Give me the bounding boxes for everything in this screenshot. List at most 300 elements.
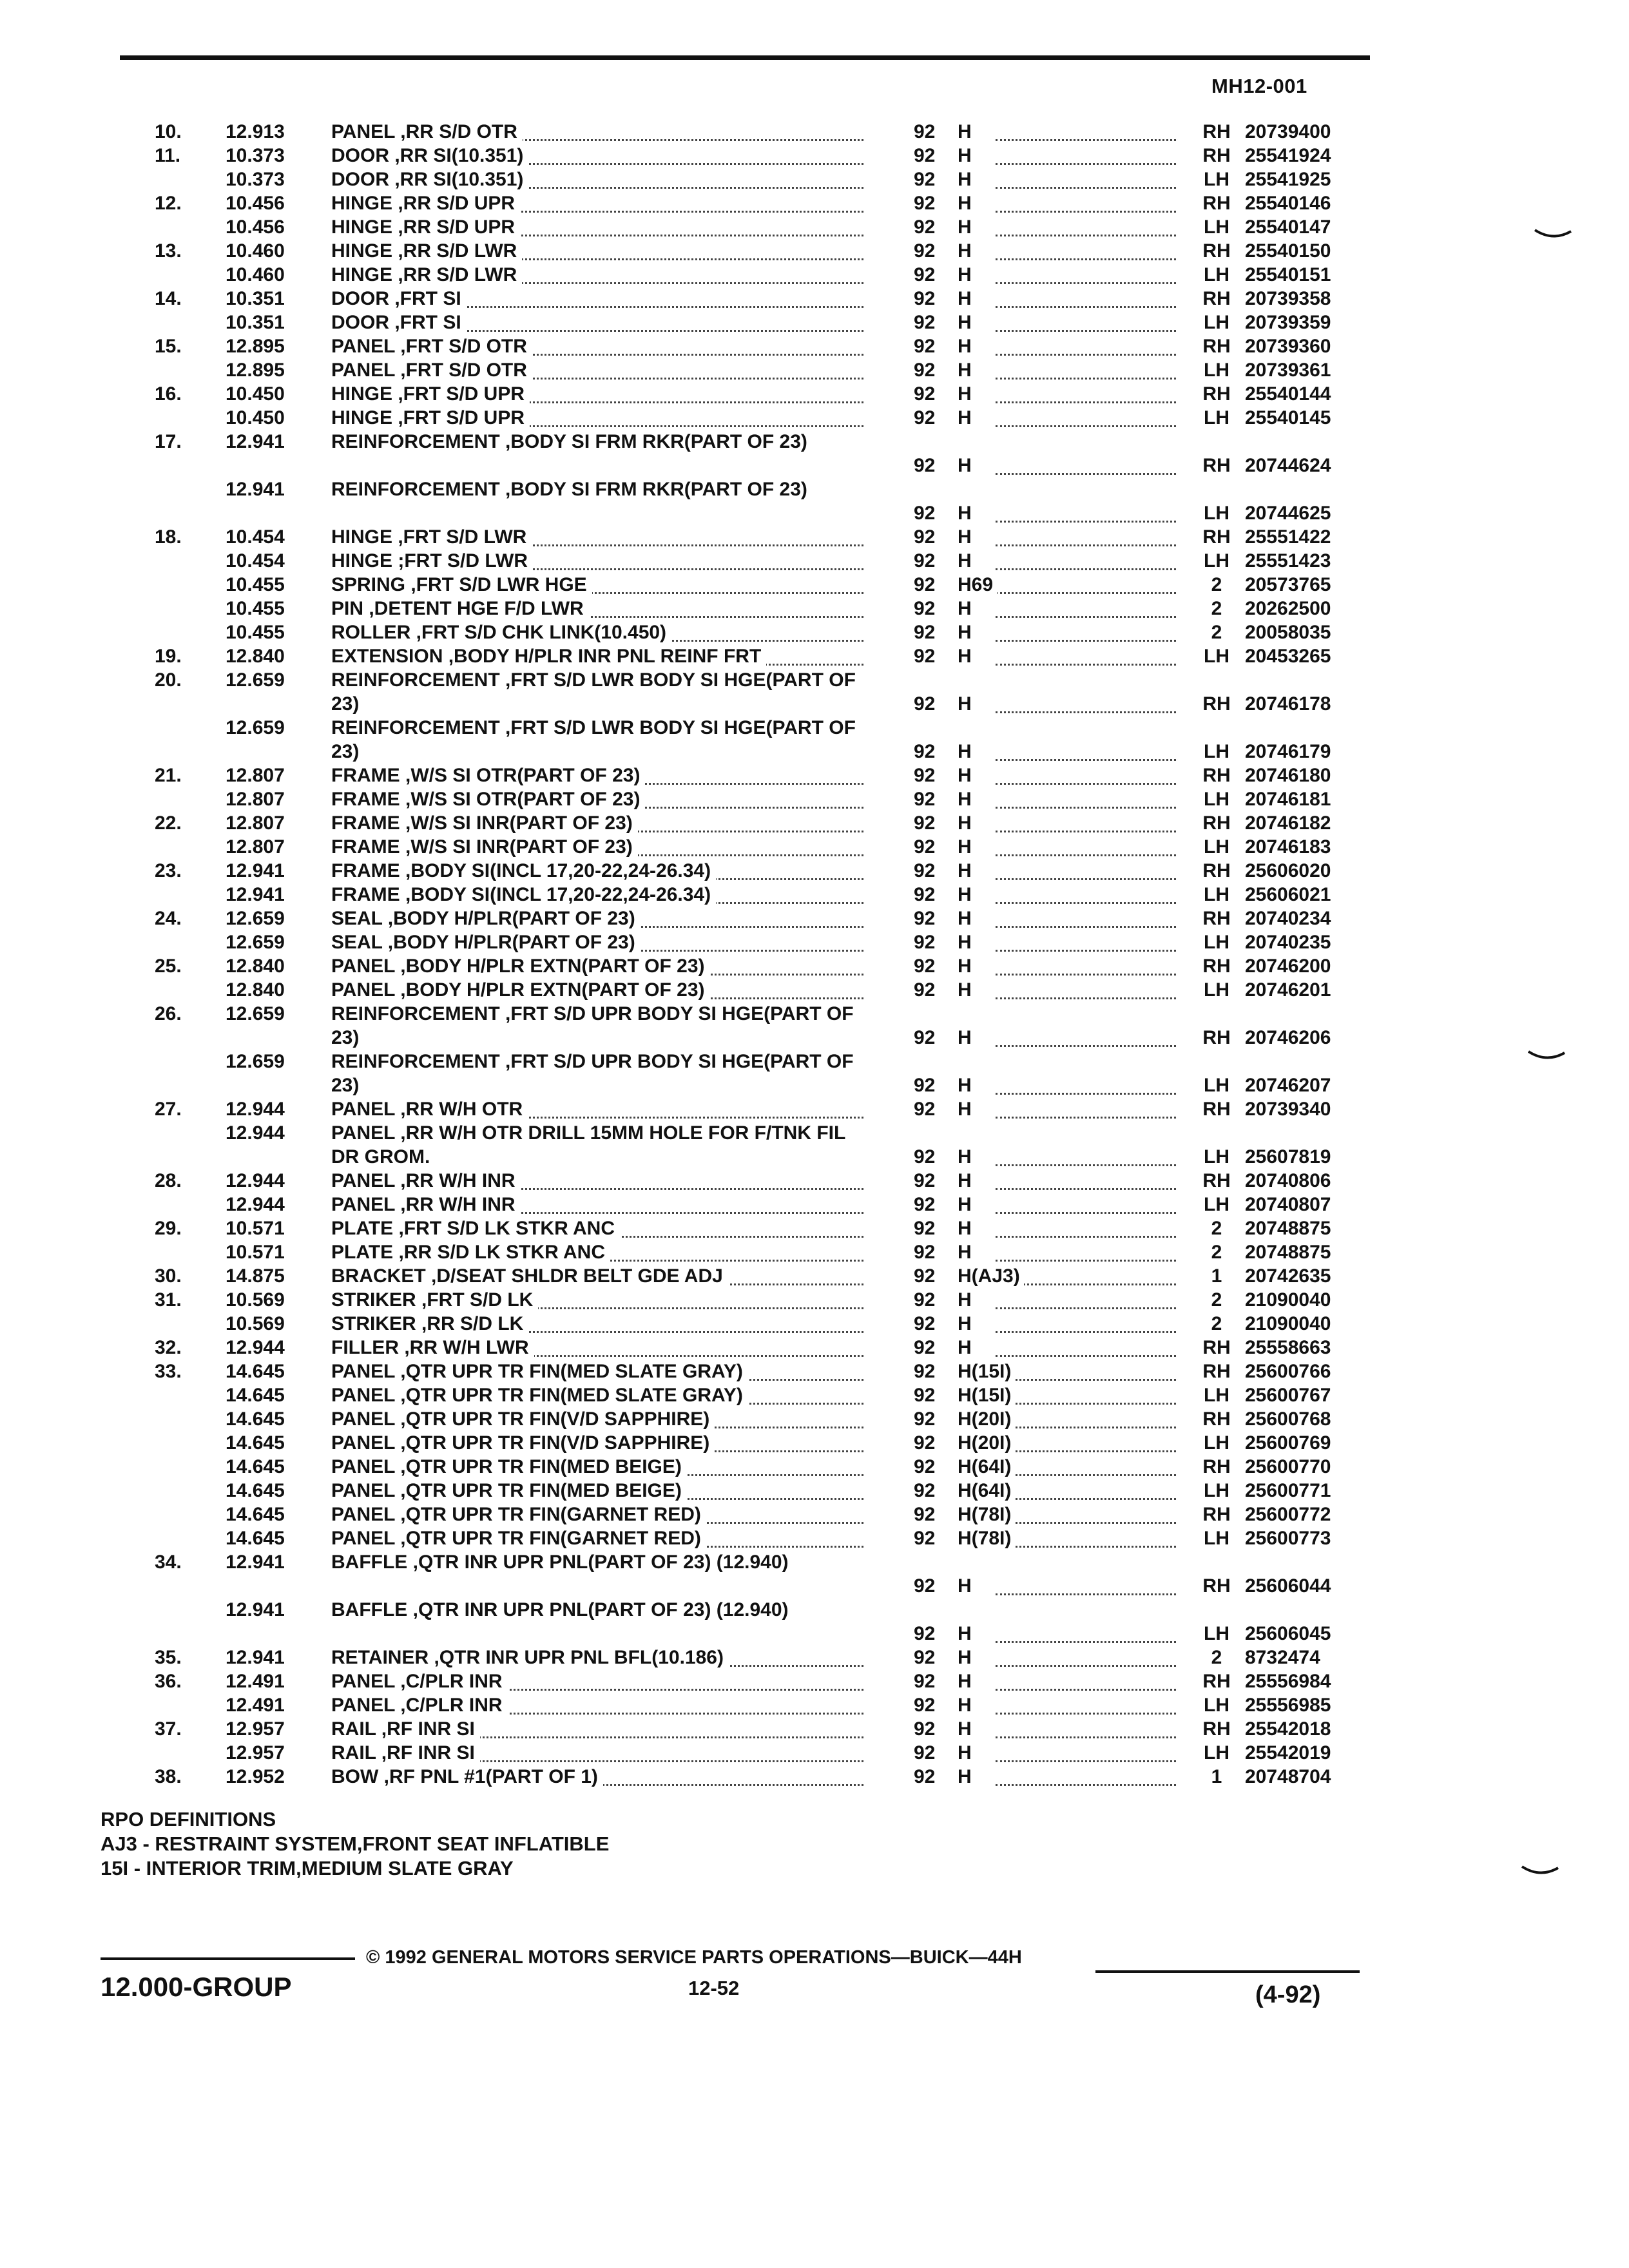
part-number: 25540146 — [1245, 193, 1331, 214]
part-description: ROLLER ,FRT S/D CHK LINK(10.450) — [331, 620, 860, 644]
model-year: 92 — [914, 741, 936, 762]
part-description: REINFORCEMENT ,FRT S/D UPR BODY SI HGE(PART OF 23) — [331, 1051, 854, 1096]
usage-code: H — [958, 1097, 1054, 1121]
part-number: 20746201 — [1245, 979, 1331, 1001]
model-year: 92 — [914, 1480, 936, 1501]
usage-code: H(64I) — [958, 1479, 1054, 1503]
usage-code: H — [958, 215, 1054, 239]
part-row — [0, 1598, 1629, 1646]
group-number: 12.941 — [226, 479, 285, 500]
part-number: 21090040 — [1245, 1289, 1331, 1311]
part-number: 25551422 — [1245, 526, 1331, 548]
quantity-side: RH — [1202, 1671, 1231, 1692]
item-number: 24. — [155, 908, 182, 929]
part-number: 25542018 — [1245, 1718, 1331, 1740]
part-number: 25600771 — [1245, 1480, 1331, 1501]
item-number: 27. — [155, 1099, 182, 1120]
part-row — [0, 1431, 1629, 1455]
part-number: 25558663 — [1245, 1337, 1331, 1358]
top-rule — [120, 55, 1370, 60]
part-number: 25556984 — [1245, 1671, 1331, 1692]
part-number: 21090040 — [1245, 1313, 1331, 1334]
group-number: 12.659 — [226, 908, 285, 929]
quantity-side: LH — [1204, 1742, 1229, 1763]
group-number: 12.807 — [226, 789, 285, 810]
part-row — [0, 1503, 1629, 1526]
quantity-side: RH — [1202, 693, 1231, 715]
part-description: HINGE ,FRT S/D UPR — [331, 382, 860, 406]
part-row — [0, 597, 1629, 620]
part-description: PANEL ,QTR UPR TR FIN(V/D SAPPHIRE) — [331, 1431, 860, 1455]
part-number: 20739340 — [1245, 1099, 1331, 1120]
quantity-side: RH — [1202, 1408, 1231, 1430]
group-number: 14.645 — [226, 1408, 285, 1430]
group-number: 10.373 — [226, 145, 285, 166]
part-number: 20739358 — [1245, 288, 1331, 309]
model-year: 92 — [914, 1718, 936, 1740]
model-year: 92 — [914, 765, 936, 786]
quantity-side: RH — [1202, 1575, 1231, 1597]
part-number: 25606044 — [1245, 1575, 1331, 1597]
model-year: 92 — [914, 1075, 936, 1096]
part-row — [0, 477, 1629, 525]
part-number: 25600766 — [1245, 1361, 1331, 1382]
group-number: 14.645 — [226, 1504, 285, 1525]
model-year: 92 — [914, 622, 936, 643]
quantity-side: RH — [1202, 240, 1231, 262]
part-number: 8732474 — [1245, 1647, 1320, 1668]
part-row — [0, 1097, 1629, 1121]
usage-code: H — [958, 1312, 1054, 1336]
part-row — [0, 1193, 1629, 1216]
part-number: 25540145 — [1245, 407, 1331, 428]
part-row — [0, 1407, 1629, 1431]
group-number: 12.807 — [226, 812, 285, 834]
part-row — [0, 835, 1629, 859]
model-year: 92 — [914, 121, 936, 142]
model-year: 92 — [914, 956, 936, 977]
usage-code: H — [958, 954, 1054, 978]
usage-code: H — [958, 263, 1054, 287]
model-year: 92 — [914, 1361, 936, 1382]
part-row — [0, 1121, 1629, 1169]
item-number: 12. — [155, 193, 182, 214]
part-description: PANEL ,RR S/D OTR — [331, 120, 860, 144]
quantity-side: RH — [1202, 1456, 1231, 1477]
quantity-side: LH — [1204, 407, 1229, 428]
part-number: 20739361 — [1245, 360, 1331, 381]
group-number: 10.351 — [226, 312, 285, 333]
item-number: 36. — [155, 1671, 182, 1692]
group-number: 12.944 — [226, 1337, 285, 1358]
part-number: 25607819 — [1245, 1146, 1331, 1168]
group-number: 12.941 — [226, 860, 285, 881]
part-description: SPRING ,FRT S/D LWR HGE — [331, 573, 860, 597]
usage-code: H — [958, 1717, 1054, 1741]
quantity-side: LH — [1204, 312, 1229, 333]
group-number: 12.944 — [226, 1170, 285, 1191]
quantity-side: LH — [1204, 264, 1229, 285]
parts-list — [0, 120, 1629, 1789]
item-number: 15. — [155, 336, 182, 357]
group-number: 14.645 — [226, 1385, 285, 1406]
part-row — [0, 263, 1629, 287]
part-row — [0, 573, 1629, 597]
part-number: 20739360 — [1245, 336, 1331, 357]
quantity-side: RH — [1202, 765, 1231, 786]
group-number: 12.840 — [226, 956, 285, 977]
model-year: 92 — [914, 1742, 936, 1763]
part-description: BAFFLE ,QTR INR UPR PNL(PART OF 23) (12.940) — [331, 1598, 860, 1622]
part-row — [0, 954, 1629, 978]
part-number: 20746200 — [1245, 956, 1331, 977]
model-year: 92 — [914, 1289, 936, 1311]
part-number: 20744624 — [1245, 455, 1331, 476]
usage-code: H — [958, 239, 1054, 263]
group-label: 12.000-GROUP — [101, 1972, 292, 2002]
model-year: 92 — [914, 1575, 936, 1597]
model-year: 92 — [914, 383, 936, 405]
part-description: STRIKER ,FRT S/D LK — [331, 1288, 860, 1312]
usage-code: H — [958, 1073, 1054, 1097]
model-year: 92 — [914, 574, 936, 595]
part-row — [0, 1669, 1629, 1693]
group-number: 12.944 — [226, 1099, 285, 1120]
usage-code: H — [958, 1193, 1054, 1216]
quantity-side: 2 — [1211, 1313, 1222, 1334]
usage-code: H — [958, 740, 1054, 764]
rpo-title: RPO DEFINITIONS — [101, 1808, 276, 1831]
part-description: PANEL ,RR W/H OTR — [331, 1097, 860, 1121]
part-row — [0, 525, 1629, 549]
part-number: 25540151 — [1245, 264, 1331, 285]
usage-code: H — [958, 501, 1054, 525]
usage-code: H — [958, 597, 1054, 620]
usage-code: H(15I) — [958, 1360, 1054, 1383]
item-number: 18. — [155, 526, 182, 548]
model-year: 92 — [914, 407, 936, 428]
group-number: 12.840 — [226, 979, 285, 1001]
group-number: 10.569 — [226, 1313, 285, 1334]
part-row — [0, 1002, 1629, 1050]
model-year: 92 — [914, 1337, 936, 1358]
page-id: MH12-001 — [1211, 75, 1307, 97]
group-number: 12.941 — [226, 431, 285, 452]
usage-code: H — [958, 883, 1054, 907]
model-year: 92 — [914, 216, 936, 238]
usage-code: H — [958, 358, 1054, 382]
quantity-side: RH — [1202, 956, 1231, 977]
part-description: PANEL ,QTR UPR TR FIN(MED BEIGE) — [331, 1455, 860, 1479]
part-number: 25540147 — [1245, 216, 1331, 238]
usage-code: H(20I) — [958, 1407, 1054, 1431]
part-number: 20262500 — [1245, 598, 1331, 619]
quantity-side: LH — [1204, 646, 1229, 667]
quantity-side: RH — [1202, 288, 1231, 309]
quantity-side: RH — [1202, 121, 1231, 142]
group-number: 12.952 — [226, 1766, 285, 1787]
quantity-side: LH — [1204, 741, 1229, 762]
part-description: HINGE ,RR S/D UPR — [331, 215, 860, 239]
model-year: 92 — [914, 1504, 936, 1525]
part-number: 25600769 — [1245, 1432, 1331, 1454]
usage-code: H — [958, 787, 1054, 811]
quantity-side: RH — [1202, 145, 1231, 166]
model-year: 92 — [914, 1623, 936, 1644]
group-number: 12.941 — [226, 1552, 285, 1573]
part-number: 25540144 — [1245, 383, 1331, 405]
model-year: 92 — [914, 1242, 936, 1263]
model-year: 92 — [914, 1647, 936, 1668]
quantity-side: 1 — [1211, 1265, 1222, 1287]
model-year: 92 — [914, 193, 936, 214]
model-year: 92 — [914, 1265, 936, 1287]
margin-tick-mark — [1534, 229, 1572, 242]
usage-code: H — [958, 334, 1054, 358]
usage-code: H — [958, 1240, 1054, 1264]
quantity-side: LH — [1204, 1432, 1229, 1454]
usage-code: H(64I) — [958, 1455, 1054, 1479]
quantity-side: LH — [1204, 789, 1229, 810]
model-year: 92 — [914, 288, 936, 309]
part-number: 25606045 — [1245, 1623, 1331, 1644]
quantity-side: 2 — [1211, 1647, 1222, 1668]
quantity-side: RH — [1202, 455, 1231, 476]
quantity-side: LH — [1204, 836, 1229, 858]
item-number: 21. — [155, 765, 182, 786]
group-number: 10.460 — [226, 240, 285, 262]
model-year: 92 — [914, 264, 936, 285]
part-row — [0, 907, 1629, 930]
part-number: 25600772 — [1245, 1504, 1331, 1525]
usage-code: H(20I) — [958, 1431, 1054, 1455]
part-number: 20746181 — [1245, 789, 1331, 810]
part-row — [0, 311, 1629, 334]
usage-code: H — [958, 311, 1054, 334]
part-description: FRAME ,W/S SI INR(PART OF 23) — [331, 835, 860, 859]
part-number: 25600773 — [1245, 1528, 1331, 1549]
usage-code: H — [958, 1026, 1054, 1050]
quantity-side: RH — [1202, 383, 1231, 405]
quantity-side: RH — [1202, 1718, 1231, 1740]
group-number: 12.659 — [226, 1003, 285, 1024]
quantity-side: RH — [1202, 1337, 1231, 1358]
part-number: 25606020 — [1245, 860, 1331, 881]
part-number: 25556985 — [1245, 1695, 1331, 1716]
usage-code: H(78I) — [958, 1526, 1054, 1550]
part-number: 20573765 — [1245, 574, 1331, 595]
group-number: 10.455 — [226, 622, 285, 643]
group-number: 10.351 — [226, 288, 285, 309]
group-number: 10.455 — [226, 574, 285, 595]
model-year: 92 — [914, 1194, 936, 1215]
footer-rule — [1095, 1970, 1360, 1973]
part-row — [0, 239, 1629, 263]
part-description: HINGE ,FRT S/D LWR — [331, 525, 860, 549]
part-row — [0, 1526, 1629, 1550]
usage-code: H — [958, 620, 1054, 644]
quantity-side: RH — [1202, 860, 1231, 881]
quantity-side: 2 — [1211, 622, 1222, 643]
usage-code: H — [958, 1622, 1054, 1646]
part-number: 20746180 — [1245, 765, 1331, 786]
part-row — [0, 430, 1629, 477]
group-number: 14.645 — [226, 1456, 285, 1477]
quantity-side: LH — [1204, 169, 1229, 190]
item-number: 23. — [155, 860, 182, 881]
usage-code: H — [958, 1288, 1054, 1312]
part-description: FILLER ,RR W/H LWR — [331, 1336, 860, 1360]
part-row — [0, 930, 1629, 954]
usage-code: H — [958, 1336, 1054, 1360]
item-number: 31. — [155, 1289, 182, 1311]
part-description: FRAME ,BODY SI(INCL 17,20-22,24-26.34) — [331, 883, 860, 907]
group-number: 12.944 — [226, 1194, 285, 1215]
group-number: 10.456 — [226, 216, 285, 238]
item-number: 34. — [155, 1552, 182, 1573]
group-number: 10.455 — [226, 598, 285, 619]
usage-code: H — [958, 1216, 1054, 1240]
model-year: 92 — [914, 312, 936, 333]
usage-code: H — [958, 144, 1054, 168]
usage-code: H — [958, 811, 1054, 835]
item-number: 29. — [155, 1218, 182, 1239]
group-number: 10.571 — [226, 1218, 285, 1239]
part-number: 20748875 — [1245, 1242, 1331, 1263]
part-row — [0, 191, 1629, 215]
model-year: 92 — [914, 1528, 936, 1549]
part-row — [0, 1479, 1629, 1503]
quantity-side: 2 — [1211, 1218, 1222, 1239]
page-number: 12-52 — [688, 1977, 740, 1999]
group-number: 12.659 — [226, 932, 285, 953]
usage-code: H — [958, 191, 1054, 215]
part-number: 25551423 — [1245, 550, 1331, 572]
group-number: 10.456 — [226, 193, 285, 214]
quantity-side: RH — [1202, 526, 1231, 548]
part-description: PANEL ,BODY H/PLR EXTN(PART OF 23) — [331, 978, 860, 1002]
quantity-side: LH — [1204, 1480, 1229, 1501]
usage-code: H — [958, 835, 1054, 859]
part-row — [0, 382, 1629, 406]
group-number: 10.450 — [226, 407, 285, 428]
part-description: RAIL ,RF INR SI — [331, 1717, 860, 1741]
part-number: 20740806 — [1245, 1170, 1331, 1191]
model-year: 92 — [914, 979, 936, 1001]
part-row — [0, 1550, 1629, 1598]
usage-code: H — [958, 1765, 1054, 1789]
quantity-side: RH — [1202, 1170, 1231, 1191]
item-number: 19. — [155, 646, 182, 667]
part-description: PANEL ,FRT S/D OTR — [331, 358, 860, 382]
group-number: 12.941 — [226, 884, 285, 905]
part-description: PANEL ,RR W/H INR — [331, 1169, 860, 1193]
group-number: 14.645 — [226, 1432, 285, 1454]
usage-code: H(15I) — [958, 1383, 1054, 1407]
part-row — [0, 1312, 1629, 1336]
model-year: 92 — [914, 1170, 936, 1191]
part-description: SEAL ,BODY H/PLR(PART OF 23) — [331, 907, 860, 930]
part-description: PANEL ,QTR UPR TR FIN(MED SLATE GRAY) — [331, 1383, 860, 1407]
model-year: 92 — [914, 836, 936, 858]
part-description: FRAME ,W/S SI OTR(PART OF 23) — [331, 764, 860, 787]
quantity-side: LH — [1204, 503, 1229, 524]
group-number: 14.645 — [226, 1361, 285, 1382]
part-number: 25542019 — [1245, 1742, 1331, 1763]
group-number: 10.454 — [226, 526, 285, 548]
usage-code: H — [958, 454, 1054, 477]
model-year: 92 — [914, 1432, 936, 1454]
rpo-item: AJ3 - RESTRAINT SYSTEM,FRONT SEAT INFLATIBLE — [101, 1832, 610, 1855]
part-description: PANEL ,C/PLR INR — [331, 1669, 860, 1693]
usage-code: H — [958, 1169, 1054, 1193]
item-number: 35. — [155, 1647, 182, 1668]
part-row — [0, 1240, 1629, 1264]
part-row — [0, 1646, 1629, 1669]
model-year: 92 — [914, 812, 936, 834]
part-number: 20739359 — [1245, 312, 1331, 333]
part-description: REINFORCEMENT ,FRT S/D LWR BODY SI HGE(PART OF 23) — [331, 717, 856, 762]
item-number: 25. — [155, 956, 182, 977]
model-year: 92 — [914, 526, 936, 548]
part-row — [0, 1455, 1629, 1479]
item-number: 33. — [155, 1361, 182, 1382]
item-number: 11. — [155, 145, 181, 166]
part-description: PANEL ,RR W/H OTR DRILL 15MM HOLE FOR F/TNK FIL DR GROM. — [331, 1122, 846, 1168]
usage-code: H — [958, 1145, 1054, 1169]
group-number: 14.645 — [226, 1528, 285, 1549]
part-number: 20746207 — [1245, 1075, 1331, 1096]
quantity-side: RH — [1202, 1027, 1231, 1048]
part-description: PANEL ,QTR UPR TR FIN(GARNET RED) — [331, 1503, 860, 1526]
quantity-side: LH — [1204, 1623, 1229, 1644]
item-number: 20. — [155, 669, 182, 691]
group-number: 10.454 — [226, 550, 285, 572]
group-number: 12.957 — [226, 1718, 285, 1740]
item-number: 22. — [155, 812, 182, 834]
part-description: DOOR ,RR SI(10.351) — [331, 168, 860, 191]
usage-code: H — [958, 1574, 1054, 1598]
usage-code: H — [958, 692, 1054, 716]
quantity-side: 1 — [1211, 1766, 1222, 1787]
usage-code: H — [958, 1693, 1054, 1717]
part-number: 20748875 — [1245, 1218, 1331, 1239]
quantity-side: RH — [1202, 812, 1231, 834]
quantity-side: RH — [1202, 908, 1231, 929]
group-number: 12.895 — [226, 336, 285, 357]
quantity-side: 2 — [1211, 1242, 1222, 1263]
part-row — [0, 620, 1629, 644]
group-number: 12.895 — [226, 360, 285, 381]
group-number: 12.957 — [226, 1742, 285, 1763]
part-number: 20739400 — [1245, 121, 1331, 142]
part-number: 20744625 — [1245, 503, 1331, 524]
part-row — [0, 1050, 1629, 1097]
model-year: 92 — [914, 1146, 936, 1168]
model-year: 92 — [914, 860, 936, 881]
model-year: 92 — [914, 884, 936, 905]
usage-code: H — [958, 1646, 1054, 1669]
part-row — [0, 144, 1629, 168]
part-row — [0, 978, 1629, 1002]
quantity-side: RH — [1202, 1504, 1231, 1525]
part-row — [0, 1264, 1629, 1288]
model-year: 92 — [914, 1695, 936, 1716]
usage-code: H — [958, 168, 1054, 191]
quantity-side: LH — [1204, 550, 1229, 572]
part-description: HINGE ;FRT S/D LWR — [331, 549, 860, 573]
quantity-side: LH — [1204, 1695, 1229, 1716]
